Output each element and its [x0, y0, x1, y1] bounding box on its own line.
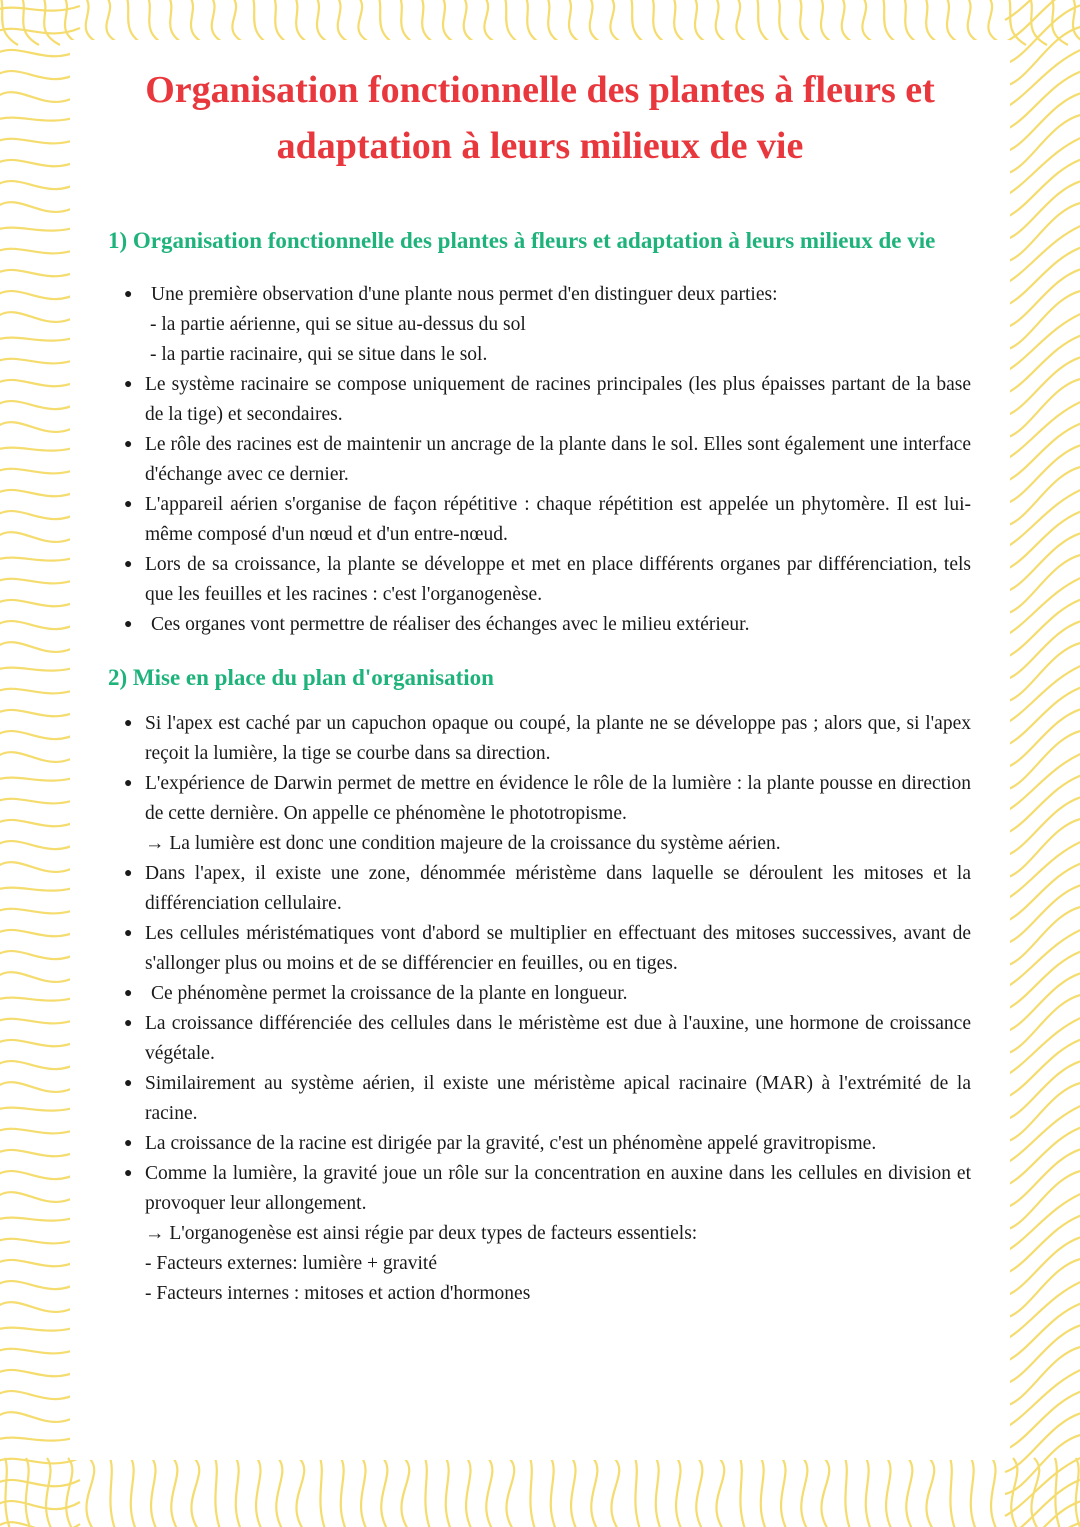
- section-2-item-4: [124, 919, 971, 979]
- bullet-icon: ●: [124, 1166, 133, 1181]
- item-text: L'appareil aérien s'organise de façon répétitive : chaque répétition est appelée un phytomère. Il est lui-même composé d'un nœud et d'un entre-nœud.: [145, 494, 971, 545]
- section-2-heading: 2) Mise en place du plan d'organisation: [108, 665, 494, 690]
- section-2-item-7: [124, 1069, 971, 1129]
- section-2-item-8: [124, 1129, 971, 1159]
- section-1-item-3: [124, 430, 971, 490]
- section-2-item-5: [124, 979, 971, 1009]
- section-2-item-2: [124, 769, 971, 859]
- section-2-item-3: [124, 859, 971, 919]
- section-1-item-5: [124, 550, 971, 610]
- item-text: Le rôle des racines est de maintenir un ancrage de la plante dans le sol. Elles sont également une interface d'échange avec ce dernier.: [145, 434, 971, 485]
- bullet-icon: ●: [124, 617, 133, 632]
- bullet-icon: ●: [124, 377, 133, 392]
- item-text: Lors de sa croissance, la plante se développe et met en place différents organes par différenciation, tels que les feuilles et les racines : c'est l'organogenèse.: [145, 554, 971, 605]
- bullet-icon: ●: [124, 986, 133, 1001]
- bullet-icon: ●: [124, 557, 133, 572]
- item-arrow-line: → La lumière est donc une condition majeure de la croissance du système aérien.: [145, 833, 781, 854]
- item-text: Si l'apex est caché par un capuchon opaque ou coupé, la plante ne se développe pas ; alors que, si l'apex reçoit la lumière, la tige se courbe dans sa direction.: [145, 713, 971, 764]
- section-2-item-1: [124, 709, 971, 769]
- page-title-line-2: adaptation à leurs milieux de vie: [276, 125, 804, 167]
- item-text: Ces organes vont permettre de réaliser des échanges avec le milieu extérieur.: [151, 614, 750, 635]
- section-1-item-4: [124, 490, 971, 550]
- page-title-line-1: Organisation fonctionnelle des plantes à fleurs et: [145, 69, 935, 111]
- section-1-heading: 1) Organisation fonctionnelle des plantes à fleurs et adaptation à leurs milieux de vie: [108, 228, 936, 253]
- item-text: Le système racinaire se compose uniquement de racines principales (les plus épaisses partant de la base de la tige) et secondaires.: [145, 374, 971, 425]
- bullet-icon: ●: [124, 716, 133, 731]
- item-subline: - Facteurs externes: lumière + gravité: [145, 1253, 438, 1274]
- page-title: [90, 62, 990, 174]
- item-subline: - la partie racinaire, qui se situe dans le sol.: [150, 344, 488, 365]
- item-text: Comme la lumière, la gravité joue un rôle sur la concentration en auxine dans les cellules en division et provoquer leur allongement.: [145, 1163, 971, 1214]
- item-text: Une première observation d'une plante nous permet d'en distinguer deux parties:: [151, 284, 778, 305]
- section-1-item-2: [124, 370, 971, 430]
- section-2-list: [124, 709, 971, 1309]
- section-1-item-6: [124, 610, 971, 640]
- item-text: L'expérience de Darwin permet de mettre en évidence le rôle de la lumière : la plante pousse en direction de cette dernière. On appelle ce phénomène le phototropisme.: [145, 773, 971, 824]
- item-text: Ce phénomène permet la croissance de la plante en longueur.: [151, 983, 628, 1004]
- item-text: Similairement au système aérien, il existe une méristème apical racinaire (MAR) à l'extrémité de la racine.: [145, 1073, 971, 1124]
- item-text: Les cellules méristématiques vont d'abord se multiplier en effectuant des mitoses successives, avant de s'allonger plus ou moins et de se différencier en feuilles, ou en tiges.: [145, 923, 971, 974]
- bullet-icon: ●: [124, 926, 133, 941]
- bullet-icon: ●: [124, 1016, 133, 1031]
- bullet-icon: ●: [124, 497, 133, 512]
- item-subline: - la partie aérienne, qui se situe au-dessus du sol: [150, 314, 526, 335]
- section-1-item-1: [124, 280, 971, 370]
- bullet-icon: ●: [124, 776, 133, 791]
- bullet-icon: ●: [124, 1076, 133, 1091]
- bullet-icon: ●: [124, 866, 133, 881]
- item-text: La croissance de la racine est dirigée par la gravité, c'est un phénomène appelé gravitropisme.: [145, 1133, 877, 1154]
- bullet-icon: ●: [124, 287, 133, 302]
- section-2-item-9: [124, 1159, 971, 1309]
- section-2-item-6: [124, 1009, 971, 1069]
- item-text: La croissance différenciée des cellules dans le méristème est due à l'auxine, une hormone de croissance végétale.: [145, 1013, 971, 1064]
- item-text: Dans l'apex, il existe une zone, dénommée méristème dans laquelle se déroulent les mitoses et la différenciation cellulaire.: [145, 863, 971, 914]
- item-subline: - Facteurs internes : mitoses et action d'hormones: [145, 1283, 531, 1304]
- bullet-icon: ●: [124, 437, 133, 452]
- item-arrow-line: → L'organogenèse est ainsi régie par deux types de facteurs essentiels:: [145, 1223, 698, 1244]
- bullet-icon: ●: [124, 1136, 133, 1151]
- section-1-list: [124, 280, 971, 640]
